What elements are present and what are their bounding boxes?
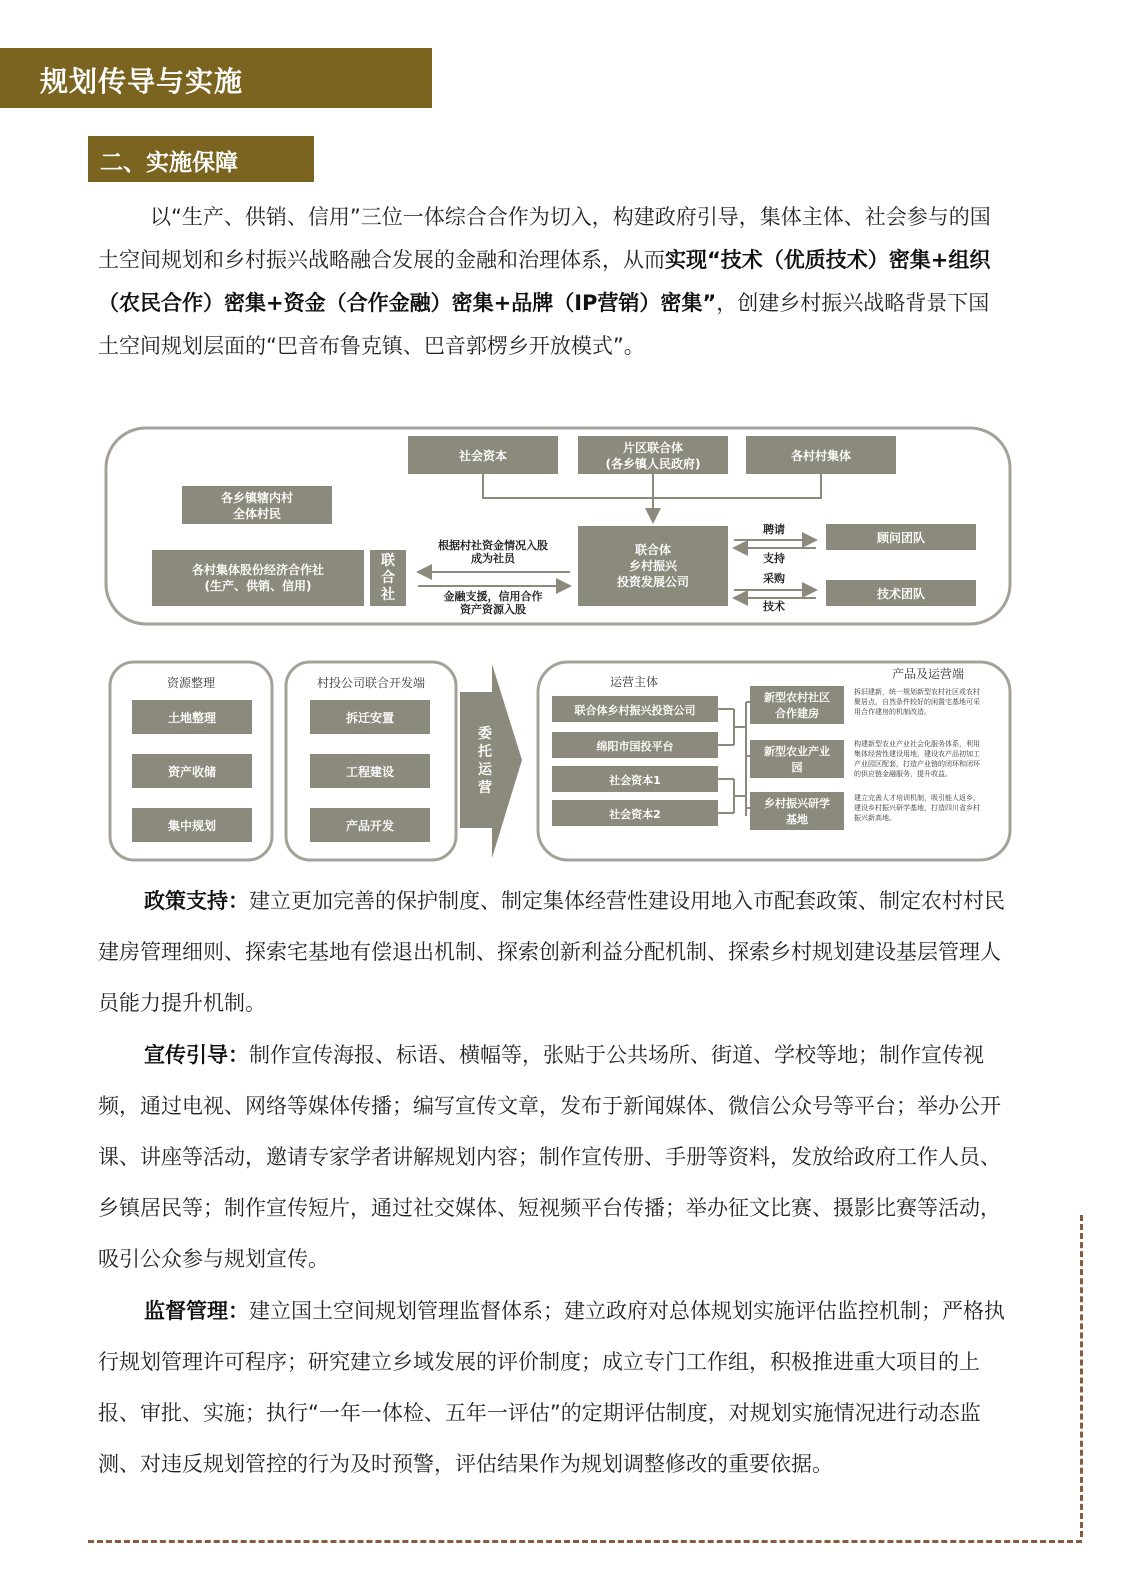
product-name-1: 新型农村社区 — [764, 691, 830, 704]
entrust-char: 托 — [478, 744, 492, 760]
resource-title: 资源整理 — [166, 676, 216, 690]
policy-text: 建立更加完善的保护制度、制定集体经营性建设用地入市配套政策、制定农村村民建房管理细则、探索宅基地有偿退出机制、探索创新利益分配机制、探索乡村规划建设基层管理人员能力提升机制。 — [98, 889, 1005, 1015]
union-society-char-3: 社 — [381, 587, 395, 603]
product-desc: 集体经营性建设用地，建设农产品初加工 — [854, 750, 980, 758]
header-title: 规划传导与实施 — [40, 65, 244, 98]
resource-item-label: 资产收储 — [167, 765, 217, 779]
product-desc: 用合作建房的机制改造。 — [854, 708, 931, 716]
district-union-label-2: (各乡镇人民政府) — [605, 457, 701, 471]
promotion-paragraph — [98, 1030, 1008, 1285]
section-heading — [88, 136, 314, 182]
union-society-char-2: 合 — [381, 570, 395, 586]
village-collective-label: 各村村集体 — [790, 449, 852, 463]
coop-label-2: (生产、供销、信用) — [204, 579, 312, 593]
bracket-lines — [718, 702, 750, 816]
product-desc: 的供应链金融服务，提升收益。 — [854, 770, 952, 778]
ops-title: 运营主体 — [609, 675, 659, 689]
hire-label: 聘请 — [763, 523, 785, 536]
union-company-label-2: 乡村振兴 — [628, 559, 678, 573]
dev-item-label: 工程建设 — [345, 765, 395, 779]
top-connector — [483, 474, 821, 522]
supervision-paragraph — [98, 1286, 1008, 1490]
coop-box — [152, 550, 364, 606]
union-company-label-1: 联合体 — [634, 543, 672, 557]
intro-text-1: 以“生产、供销、信用”三位一体综合合作为切入，构建政府引导，集体主体、社会参与的国土空间规划和乡村振兴战略融合发展的金融和治理体系，从而 — [98, 205, 991, 272]
product-name-2: 合作建房 — [775, 707, 819, 720]
coop-label-1: 各村集体股份经济合作社 — [191, 563, 325, 577]
entrust-char: 营 — [478, 780, 492, 796]
product-desc: 拆旧建新，统一规划新型农村社区或农村 — [854, 688, 980, 696]
ops-item-label: 绵阳市国投平台 — [596, 740, 674, 753]
dev-title: 村投公司联合开发端 — [316, 676, 426, 690]
supervision-text: 建立国土空间规划管理监督体系；建立政府对总体规划实施评估监控机制；严格执行规划管理许可程序；研究建立乡域发展的评价制度；成立专门工作组，积极推进重大项目的上报、审批、实施；执行“一年一体检、五年一评估”的定期评估制度，对规划实施情况进行动态监测、对违反规划管控的行为及时预警，评估结果作为规划调整修改的重要依据。 — [98, 1299, 1005, 1476]
social-capital-label: 社会资本 — [458, 449, 508, 463]
product-desc: 建设乡村振兴研学基地，打造四川省乡村 — [854, 804, 980, 812]
product-name-2: 园 — [791, 761, 803, 774]
arrow-bottom-text-2: 资产资源入股 — [460, 603, 526, 616]
operation-diagram — [104, 656, 1016, 866]
dev-item-label: 产品开发 — [345, 819, 395, 833]
union-company-label-3: 投资发展公司 — [616, 575, 690, 589]
promotion-label: 宣传引导： — [144, 1043, 249, 1067]
villagers-label-2: 全体村民 — [232, 507, 282, 521]
product-desc: 振兴新高地。 — [854, 814, 896, 822]
purchase-label: 采购 — [763, 572, 785, 585]
ops-item-label: 社会资本2 — [609, 808, 661, 821]
arrow-top-text-1: 根据村社资金情况入股 — [438, 539, 548, 552]
arrow-bottom-text-1: 金融支援，信用合作 — [443, 590, 543, 603]
dev-item-label: 拆迁安置 — [345, 711, 395, 725]
supervision-label: 监督管理： — [144, 1299, 249, 1323]
header-bar — [0, 48, 432, 108]
decorative-dashed-border-bottom — [88, 1540, 1082, 1543]
product-desc: 产业园区配套，打造产业链的闭环和闭环 — [854, 760, 980, 768]
ops-item-label: 联合体乡村振兴投资公司 — [574, 704, 696, 717]
union-society-char-1: 联 — [381, 553, 395, 569]
entrust-arrow — [460, 664, 522, 858]
decorative-dashed-border-right — [1080, 1215, 1083, 1537]
tech-label: 技术 — [763, 600, 785, 613]
resource-item-label: 土地整理 — [167, 711, 217, 725]
advisor-team-label: 顾问团队 — [876, 531, 926, 545]
district-union-label-1: 片区联合体 — [622, 441, 684, 455]
product-name-1: 新型农业产业 — [764, 745, 830, 758]
section-title: 二、实施保障 — [100, 150, 238, 176]
villagers-label-1: 各乡镇辖内村 — [220, 491, 294, 505]
entrust-char: 运 — [478, 762, 492, 778]
intro-bold-text: 实现“技术（优质技术）密集+组织（农民合作）密集+资金（合作金融）密集+品牌（IP营销）密集” — [98, 248, 991, 315]
tech-team-label: 技术团队 — [876, 587, 926, 601]
product-desc: 构建新型农业产业社会化服务体系，利用 — [854, 740, 980, 748]
policy-label: 政策支持： — [144, 889, 249, 913]
support-label: 支持 — [763, 552, 785, 565]
intro-paragraph — [98, 196, 1008, 368]
resource-item-label: 集中规划 — [167, 819, 217, 833]
product-name-2: 基地 — [786, 813, 808, 826]
product-desc: 聚居点，自然条件较好的闲置宅基地可采 — [854, 698, 980, 706]
promotion-text: 制作宣传海报、标语、横幅等，张贴于公共场所、街道、学校等地；制作宣传视频，通过电视、网络等媒体传播；编写宣传文章，发布于新闻媒体、微信公众号等平台；举办公开课、讲座等活动，邀请专家学者讲解规划内容；制作宣传册、手册等资料，发放给政府工作人员、乡镇居民等；制作宣传短片，通过社交媒体、短视频平台传播；举办征文比赛、摄影比赛等活动，吸引公众参与规划宣传。 — [98, 1043, 1001, 1271]
organization-diagram — [100, 424, 1016, 630]
arrow-top-text-2: 成为社员 — [471, 552, 515, 565]
product-name-1: 乡村振兴研学 — [764, 797, 830, 810]
ops-item-label: 社会资本1 — [609, 774, 661, 787]
policy-paragraph — [98, 876, 1008, 1029]
product-desc: 建立完善人才培训机制，吸引能人返乡， — [854, 794, 980, 802]
products-title: 产品及运营端 — [891, 667, 965, 681]
intro-text-2: ，创建乡村振兴战略背景下国土空间规划层面的“巴音布鲁克镇、巴音郭楞乡开放模式”。 — [98, 291, 990, 358]
entrust-char: 委 — [478, 726, 492, 742]
